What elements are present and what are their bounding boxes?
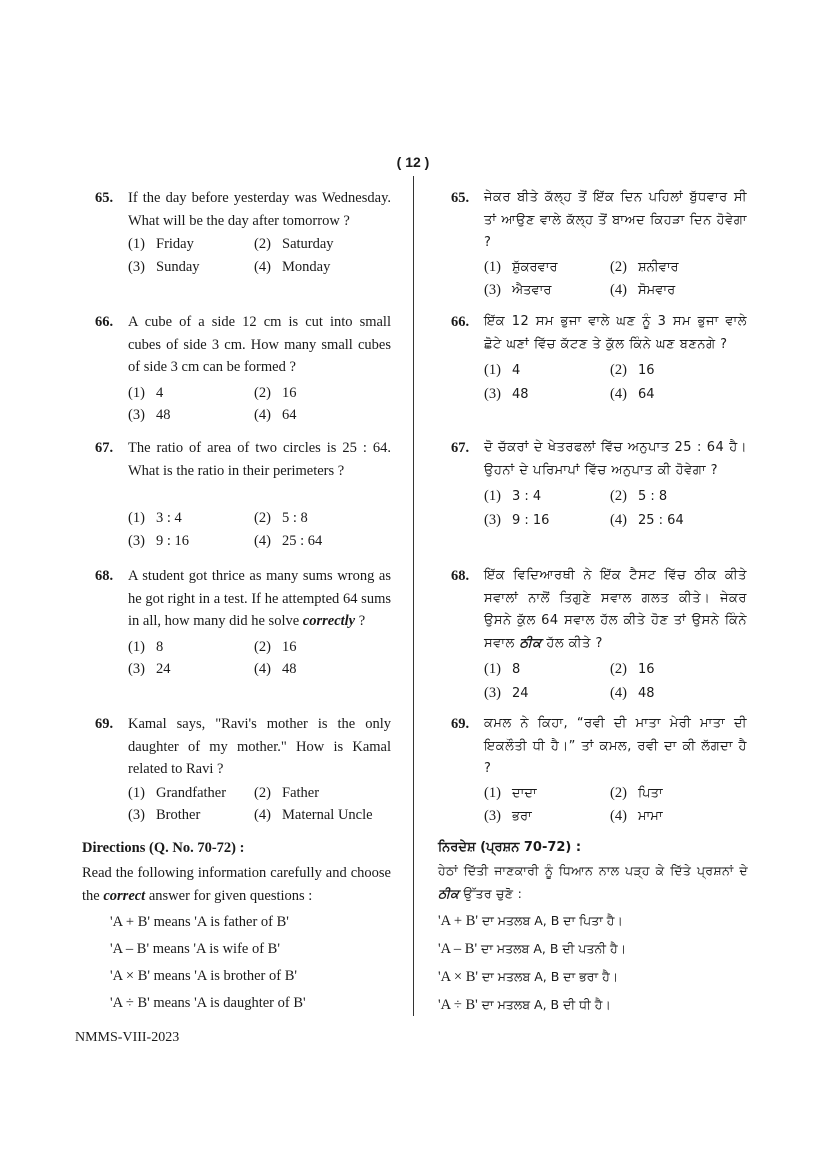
option-1: (1) Friday: [128, 236, 194, 252]
option-2: (2) ਸ਼ਨੀਵਾਰ: [610, 258, 679, 275]
options: [128, 636, 391, 681]
question-text: A student got thrice as many sums wrong as he got right in a test. If he attempted 64 sums in all, how many did he solve correctly ?: [128, 568, 391, 629]
question-number: 69.: [95, 716, 114, 732]
option-4: (4) 25 : 64: [610, 511, 684, 528]
option-1: (1) 4: [484, 362, 521, 378]
option-2: (2) 16: [254, 638, 297, 655]
question-67-pa: [451, 437, 747, 532]
question-text: Kamal says, "Ravi's mother is the only daughter of my mother." How is Kamal related to Ravi ?: [128, 716, 391, 777]
option-1: (1) 8: [484, 661, 521, 677]
question-text: ਕਮਲ ਨੇ ਕਿਹਾ, “ਰਵੀ ਦੀ ਮਾਤਾ ਮੇਰੀ ਮਾਤਾ ਦੀ ਇਕਲੌਤੀ ਧੀ ਹੈ।” ਤਾਂ ਕਮਲ, ਰਵੀ ਦਾ ਕੀ ਲੱਗਦਾ ਹੈ ?: [484, 716, 747, 776]
question-number: 66.: [95, 314, 114, 330]
rule-minus: 'A – B' means 'A is wife of B': [110, 941, 280, 957]
directions-en: [82, 840, 391, 1017]
question-69-en: [95, 713, 391, 827]
emphasis-correct: correct: [103, 887, 146, 904]
option-2: (2) 5 : 8: [610, 488, 668, 504]
question-text: The ratio of area of two circles is 25 : 64. What is the ratio in their perimeters ?: [128, 440, 391, 479]
option-1: (1) ਸ਼ੁੱਕਰਵਾਰ: [484, 258, 558, 275]
footer-exam-code: NMMS-VIII-2023: [75, 1030, 180, 1045]
column-divider: [413, 176, 414, 1016]
question-number: 65.: [95, 190, 114, 206]
options: [128, 233, 391, 278]
options: [128, 507, 391, 552]
options: [128, 782, 391, 827]
options: [484, 782, 747, 829]
page-number: ( 12 ): [396, 154, 430, 170]
options: [128, 382, 391, 427]
rule-divide: 'A ÷ B' means 'A is daughter of B': [110, 995, 306, 1011]
directions-text: ਹੇਠਾਂ ਦਿੱਤੀ ਜਾਣਕਾਰੀ ਨੂੰ ਧਿਆਨ ਨਾਲ ਪੜ੍ਹ ਕੇ ਦਿੱਤੇ ਪ੍ਰਸ਼ਨਾਂ ਦੇ ਠੀਕ ਉੱਤਰ ਚੁਣੋ :: [438, 863, 748, 901]
directions-title: Directions (Q. No. 70-72) :: [82, 840, 245, 856]
option-2: (2) 5 : 8: [254, 510, 308, 526]
question-65-pa: [451, 187, 747, 303]
question-number: 68.: [95, 568, 114, 584]
question-number: 65.: [451, 190, 470, 206]
rule-times: 'A × B' means 'A is brother of B': [110, 968, 297, 984]
option-4: (4) 48: [610, 684, 655, 701]
question-text: ਦੋ ਚੱਕਰਾਂ ਦੇ ਖੇਤਰਫਲਾਂ ਵਿੱਚ ਅਨੁਪਾਤ 25 : 64 ਹੈ। ਉਹਨਾਂ ਦੇ ਪਰਿਮਾਪਾਂ ਵਿੱਚ ਅਨੁਪਾਤ ਕੀ ਹੋਵੇਗਾ ?: [484, 440, 747, 478]
emphasis-correctly: correctly: [302, 613, 356, 629]
option-4: (4) Maternal Uncle: [254, 807, 373, 823]
options: [484, 256, 747, 303]
option-3: (3) 9 : 16: [484, 511, 550, 528]
option-1: (1) Grandfather: [128, 784, 227, 801]
directions-title: ਨਿਰਦੇਸ਼ (ਪ੍ਰਸ਼ਨ 70-72) :: [438, 840, 582, 855]
question-number: 67.: [451, 440, 470, 456]
option-4: (4) 64: [610, 385, 655, 402]
question-number: 69.: [451, 716, 470, 732]
question-number: 67.: [95, 440, 114, 456]
question-68-en: [95, 565, 391, 681]
option-2: (2) 16: [254, 384, 297, 401]
option-3: (3) 24: [128, 661, 171, 677]
question-number: 66.: [451, 314, 470, 330]
option-4: (4) ਮਾਮਾ: [610, 808, 663, 824]
option-2: (2) 16: [610, 362, 655, 378]
question-text: If the day before yesterday was Wednesday. What will be the day after tomorrow ?: [128, 190, 391, 229]
question-66-en: [95, 311, 391, 427]
option-1: (1) 3 : 4: [128, 510, 182, 526]
question-number: 68.: [451, 568, 470, 584]
options: [484, 359, 747, 406]
option-4: (4) 64: [254, 407, 297, 423]
option-4: (4) 48: [254, 661, 297, 677]
emphasis-theek: ਠੀਕ: [519, 635, 542, 651]
question-text: A cube of a side 12 cm is cut into small cubes of side 3 cm. How many small cubes of side 3 cm can be formed ?: [128, 314, 391, 375]
option-3: (3) ਐਤਵਾਰ: [484, 282, 552, 298]
option-3: (3) 24: [484, 684, 529, 701]
option-2: (2) Saturday: [254, 236, 334, 252]
rule-plus: 'A + B' ਦਾ ਮਤਲਬ A, B ਦਾ ਪਿਤਾ ਹੈ।: [438, 913, 623, 929]
option-3: (3) ਭਰਾ: [484, 808, 532, 824]
directions-pa: [438, 840, 748, 1019]
option-2: (2) 16: [610, 661, 655, 677]
option-2: (2) ਪਿਤਾ: [610, 784, 663, 801]
options: [484, 658, 747, 705]
question-66-pa: [451, 311, 747, 406]
option-1: (1) ਦਾਦਾ: [484, 784, 537, 801]
option-4: (4) 25 : 64: [254, 532, 323, 549]
question-text: ਇੱਕ 12 ਸਮ ਭੁਜਾ ਵਾਲੇ ਘਣ ਨੂੰ 3 ਸਮ ਭੁਜਾ ਵਾਲੇ ਛੋਟੇ ਘਣਾਂ ਵਿੱਚ ਕੱਟਣ ਤੇ ਕੁੱਲ ਕਿੰਨੇ ਘਣ ਬਣਨਗੇ ?: [484, 314, 747, 352]
option-3: (3) Sunday: [128, 258, 200, 275]
question-65-en: [95, 187, 391, 278]
question-67-en: [95, 437, 391, 552]
option-3: (3) Brother: [128, 807, 201, 823]
option-3: (3) 48: [128, 407, 171, 423]
option-1: (1) 8: [128, 638, 164, 655]
question-text: ਜੇਕਰ ਬੀਤੇ ਕੱਲ੍ਹ ਤੋਂ ਇੱਕ ਦਿਨ ਪਹਿਲਾਂ ਬੁੱਧਵਾਰ ਸੀ ਤਾਂ ਆਉਣ ਵਾਲੇ ਕੱਲ੍ਹ ਤੋਂ ਬਾਅਦ ਕਿਹੜਾ ਦਿਨ ਹੋਵੇਗਾ ?: [484, 190, 747, 250]
option-3: (3) 48: [484, 385, 529, 402]
question-68-pa: [451, 565, 747, 705]
option-4: (4) Monday: [254, 258, 331, 275]
option-4: (4) ਸੋਮਵਾਰ: [610, 282, 676, 298]
option-1: (1) 4: [128, 384, 164, 401]
question-69-pa: [451, 713, 747, 829]
rule-plus: 'A + B' means 'A is father of B': [110, 914, 289, 930]
option-3: (3) 9 : 16: [128, 532, 190, 549]
option-2: (2) Father: [254, 784, 320, 801]
rule-times: 'A × B' ਦਾ ਮਤਲਬ A, B ਦਾ ਭਰਾ ਹੈ।: [438, 969, 619, 985]
rule-divide: 'A ÷ B' ਦਾ ਮਤਲਬ A, B ਦੀ ਧੀ ਹੈ।: [438, 997, 611, 1013]
question-text: ਇੱਕ ਵਿਦਿਆਰਥੀ ਨੇ ਇੱਕ ਟੈਸਟ ਵਿੱਚ ਠੀਕ ਕੀਤੇ ਸਵਾਲਾਂ ਨਾਲੋਂ ਤਿਗੁਣੇ ਸਵਾਲ ਗਲਤ ਕੀਤੇ। ਜੇਕਰ ਉਸਨੇ ਕੁੱਲ 64 ਸਵਾਲ ਹੱਲ ਕੀਤੇ ਹੋਣ ਤਾਂ ਉਸਨੇ ਕਿੰਨੇ ਸਵਾਲ ਠੀਕ ਹੱਲ ਕੀਤੇ ?: [484, 568, 747, 651]
options: [484, 485, 747, 532]
rule-minus: 'A – B' ਦਾ ਮਤਲਬ A, B ਦੀ ਪਤਨੀ ਹੈ।: [438, 941, 627, 957]
option-1: (1) 3 : 4: [484, 488, 542, 504]
directions-text: Read the following information carefully and choose the correct answer for given questions :: [82, 865, 391, 904]
emphasis-theek: ਠੀਕ: [438, 885, 460, 901]
